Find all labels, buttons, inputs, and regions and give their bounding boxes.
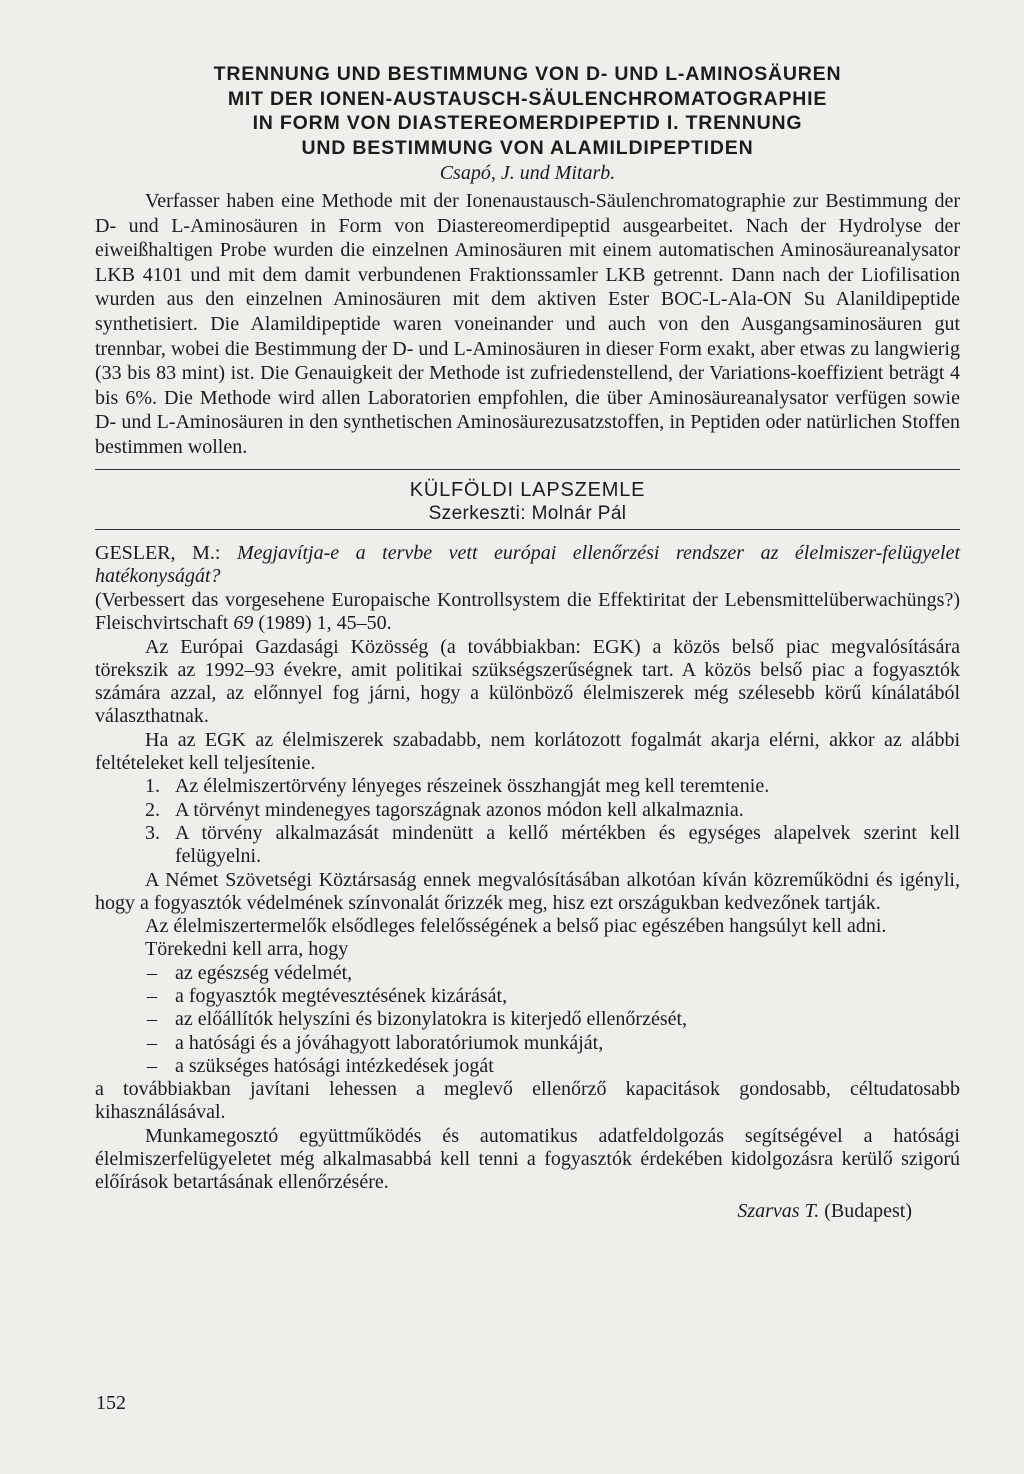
section-editor: Szerkeszti: Molnár Pál [428,502,627,524]
divider [95,529,960,530]
list-dash: – [147,1054,157,1077]
list-number: 1. [145,775,160,798]
review-title-de-line [95,589,960,636]
article-authors: Csapó, J. und Mitarb. [439,162,616,184]
list-item [95,985,960,1008]
reviewer-place: (Budapest) [824,1199,912,1222]
list-item [95,1055,960,1078]
list-item-text: Az élelmiszertörvény lényeges részeinek összhangját meg kell teremtenie. [175,775,770,798]
list-item-text: a hatósági és a jóváhagyott laboratóriumok munkáját, [175,1031,604,1054]
list-item-text: A törvényt mindenegyes tagországnak azonos módon kell alkalmaznia. [175,798,744,821]
list-item-text: A törvény alkalmazását mindenütt a kellő mértékben és egységes alapelvek szerint kell felügyelni. [175,821,960,868]
list-item [95,799,960,822]
review-journal: Fleischvirtschaft [95,612,229,635]
divider [95,469,960,470]
review-author: GESLER, M.: [95,541,221,564]
list-item [95,1032,960,1055]
list-item [95,822,960,869]
review-paragraph: Ha az EGK az élelmiszerek szabadabb, nem korlátozott fogalmát akarja elérni, akkor az alábbi feltételeket kell teljesítenie. [95,728,960,775]
list-item [95,775,960,798]
review-paragraph: a továbbiakban javítani lehessen a meglevő ellenőrző kapacitások gondosabb, céltudatosabb kihasználásával. [95,1078,960,1124]
list-number: 3. [145,821,160,844]
list-item-text: a szükséges hatósági intézkedések jogát [175,1054,494,1077]
page-number: 152 [96,1392,126,1414]
title-line: UND BESTIMMUNG VON ALAMILDIPEPTIDEN [301,136,754,159]
list-item [95,1008,960,1031]
page [95,62,960,1223]
list-item-text: az előállítók helyszíni és bizonylatokra is kiterjedő ellenőrzését, [175,1008,688,1031]
review-pages: (1989) 1, 45–50. [258,612,392,635]
reviewer-signature [95,1199,960,1223]
list-dash: – [147,1031,157,1054]
list-item-text: a fogyasztók megtévesztésének kizárását, [175,984,508,1007]
dash-list [95,962,960,1078]
review-title-hu: Megjavítja-e a tervbe vett európai ellenőrzési rendszer az élelmiszer-felügyelet hatékonyságát? [95,541,961,588]
review-paragraph: Az élelmiszertermelők elsődleges felelősségének a belső piac egészében hangsúlyt kell adni. [145,915,887,938]
section-title: KÜLFÖLDI LAPSZEMLE [409,478,646,501]
review-reference [95,542,960,589]
review-paragraph: Az Európai Gazdasági Közösség (a továbbiakban: EGK) a közös belső piac megvalósítására törekszik az 1992–93 évekre, amit politikai szükségszerűségnek tart. A közös belső piac a fogyasztók számára azzal, az előnnyel fog járni, hogy a különböző élelmiszerek még szélesebb körű kínálatából választhatnak. [95,635,960,728]
review-paragraph: Törekedni kell arra, hogy [145,938,349,961]
list-item-text: az egészség védelmét, [175,961,353,984]
review-title-de: (Verbessert das vorgesehene Europaische Kontrollsystem die Effektiritat der Lebensmittelüberwachüngs?) [95,588,960,611]
title-line: TRENNUNG UND BESTIMMUNG VON D- UND L-AMINOSÄUREN [213,63,842,85]
article-abstract: Verfasser haben eine Methode mit der Ionenaustausch-Säulenchromatographie zur Bestimmung der D- und L-Aminosäuren in Form von Diastereomerdipeptid ausgearbeitet. Nach der Hydrolyse der eiweißhaltigen Probe wurden die einzelnen Aminosäuren mit einem automatischen Aminosäureanalysator LKB 4101 und mit dem damit verbundenen Fraktionssamler LKB getrennt. Dann nach der Liofilisation wurden aus den einzelnen Aminosäuren mit dem aktiven Ester BOC-L-Ala-ON Su Alanildipeptide synthetisiert. Die Alamildipeptide waren voneinander und auch von den Ausgangsaminosäuren gut trennbar, wobei die Bestimmung der D- und L-Aminosäuren in dieser Form exakt, aber etwas zu langwierig (33 bis 83 mint) ist. Die Genauigkeit der Methode ist zufriedenstellend, der Variations-koeffizient beträgt 4 bis 6%. Die Methode wird allen Laboratorien empfohlen, die über Aminosäureanalysator verfügen sowie D- und L-Aminosäuren in den synthetischen Aminosäurezusatzstoffen, in Peptiden oder natürlichen Stoffen bestimmen wollen. [95,190,960,458]
list-dash: – [147,1008,157,1031]
list-dash: – [147,961,157,984]
review-volume: 69 [233,612,254,635]
reviewer-name: Szarvas T. [737,1199,820,1222]
numbered-list [95,775,960,868]
title-line: IN FORM VON DIASTEREOMERDIPEPTID I. TRENNUNG [252,112,803,134]
list-number: 2. [145,798,160,821]
article-title [95,62,960,160]
list-item [95,962,960,985]
list-dash: – [147,984,157,1007]
title-line: MIT DER IONEN-AUSTAUSCH-SÄULENCHROMATOGRAPHIE [227,87,828,110]
section-header [95,478,960,526]
review-paragraph: A Német Szövetségi Köztársaság ennek megvalósításában alkotóan kíván közreműködni és igényli, hogy a fogyasztók védelmének színvonalát őrizzék meg, hisz ezt országukban kedvezőnek tartják. [95,868,960,914]
review-paragraph: Munkamegosztó együttműködés és automatikus adatfeldolgozás segítségével a hatósági élelmiszerfelügyeletet még alkalmasabbá kell tenni a fogyasztók érdekében kidolgozásra kerülő szigorú előírások betartásának ellenőrzésére. [95,1124,960,1194]
